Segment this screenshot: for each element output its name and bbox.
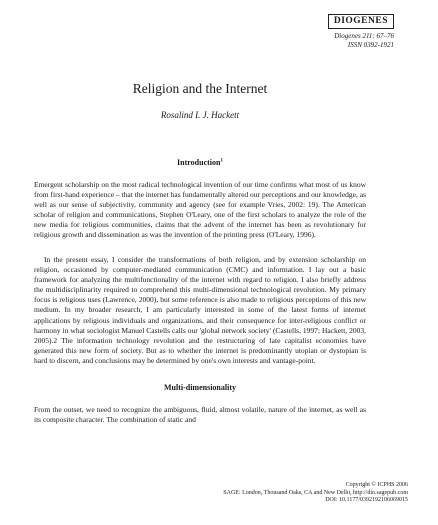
citation-block [334, 32, 394, 49]
copyright-line: Copyright © ICPHS 2006 [345, 482, 408, 488]
doi-line: DOI: 10.1177/0392192106069015 [325, 497, 408, 503]
body-paragraph-1: Emergent scholarship on the most radical technological invention of our time confirms what most of us know from first-hand experience – that the internet has fundamentally altered our perceptions and our knowledge, as well as our sense of subjectivity, community and agency (see for example Vries, 2002: 19). The American scholar of religion and communications, Stephen O'Leary, one of the first scholars to analyze the role of the new media for religious communities, claims that the advent of the internet has been as revolutionary for religious growth and dissemination as was the invention of the printing press (O'Leary, 1996). [34, 180, 366, 240]
introduction-heading-text: Introduction [177, 158, 221, 167]
article-author: Rosalind I. J. Hackett [160, 110, 240, 120]
journal-name-box: DIOGENES [328, 14, 394, 29]
body-paragraph-2: In the present essay, I consider the transformations of both religion, and by extension scholarship on religion, occasioned by computer-mediated communication (CMC) and information. I lay out a basic framework for analyzing the multifunctionality of the internet with regard to religion. I also briefly address the multidisciplinarity required to comprehend this multi-dimensional technological revolution. My primary focus is religious uses (Lawrence, 2000), but some reference is also made to religious perceptions of this new medium. In my broader research, I am particularly interested in some of the latest forms of internet applications by religious individuals and organizations, and their consequence for inter-religious conflict or harmony in what sociologist Manuel Castells calls our 'global network society' (Castells, 1997; Hackett, 2003, 2005).2 The information technology revolution and the restructuring of late capitalist economies have generated this new form of society. But as to whether the internet is predominantly utopian or dystopian is hard to discern, and conclusions may be determined by one's own interests and vantage-point. [34, 255, 366, 365]
section-heading-multi-dimensionality: Multi-dimensionality [163, 383, 236, 392]
publisher-line: SAGE: London, Thousand Oaks, CA and New Delhi, http://dio.sagepub.com [223, 489, 408, 496]
body-paragraph-3: From the outset, we need to recognize the ambiguous, fluid, almost volatile, nature of the internet, as well as its composite character. The combination of static and [34, 405, 366, 425]
article-title: Religion and the Internet [132, 81, 268, 96]
section-heading-introduction [0, 158, 400, 167]
footnote-marker: 1 [220, 158, 223, 164]
issn-line: ISSN 0392-1921 [347, 40, 394, 49]
page-footer [223, 482, 408, 505]
citation-line: Diogenes 211: 67–76 [334, 32, 394, 40]
